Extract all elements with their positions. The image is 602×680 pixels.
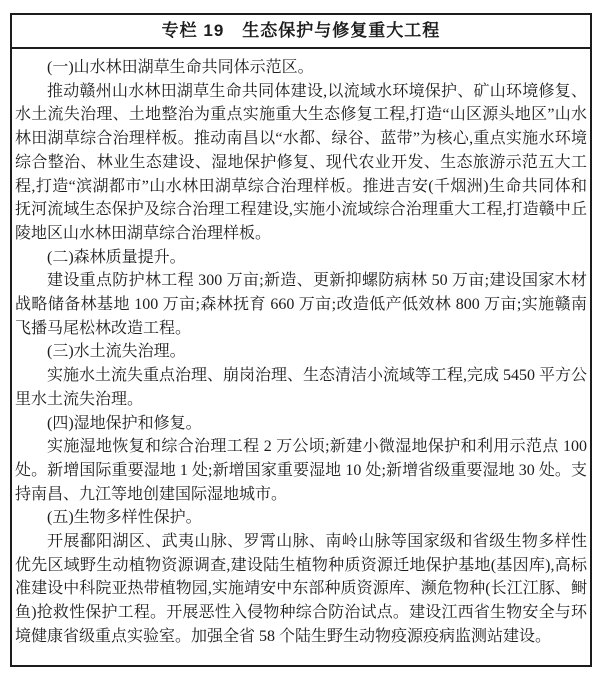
section-paragraph: 建设重点防护林工程 300 万亩;新造、更新抑螺防病林 50 万亩;建设国家木材战略储备林基地 100 万亩;森林抚育 660 万亩;改造低产低效林 800 万亩;实施赣南飞播马尾松林改造工程。	[15, 272, 587, 337]
section	[15, 246, 587, 341]
section-paragraph: 实施湿地恢复和综合治理工程 2 万公顷;新建小微湿地保护和利用示范点 100 处。新增国际重要湿地 1 处;新增国家重要湿地 10 处;新增省级重要湿地 30 处。支持南昌、九江等地创建国际湿地城市。	[15, 438, 587, 503]
column-box-body	[12, 49, 590, 649]
section	[15, 56, 587, 246]
section	[15, 506, 587, 648]
section-paragraph: 开展鄱阳湖区、武夷山脉、罗霄山脉、南岭山脉等国家级和省级生物多样性优先区域野生动植物资源调查,建设陆生植物种质资源迁地保护基地(基因库),高标准建设中科院亚热带植物园,实施靖安中东部种质资源库、濒危物种(长江江豚、鲥鱼)抢救性保护工程。开展恶性入侵物种综合防治试点。建设江西省生物安全与环境健康省级重点实验室。加强全省 58 个陆生野生动物疫源疫病监测站建设。	[15, 533, 587, 645]
section-heading: (四)湿地保护和修复。	[47, 414, 202, 432]
section-heading: (三)水土流失治理。	[47, 343, 186, 361]
section-heading: (一)山水林田湖草生命共同体示范区。	[47, 59, 314, 76]
section-heading: (二)森林质量提升。	[47, 248, 186, 266]
column-box-title: 专栏 19 生态保护与修复重大工程	[12, 15, 590, 49]
section-heading: (五)生物多样性保护。	[47, 509, 202, 527]
section-paragraph: 推动赣州山水林田湖草生命共同体建设,以流域水环境保护、矿山环境修复、水土流失治理、土地整治为重点实施重大生态修复工程,打造“山区源头地区”山水林田湖草综合治理样板。推动南昌以“水都、绿谷、蓝带”为核心,重点实施水环境综合整治、林业生态建设、湿地保护修复、现代农业开发、生态旅游示范五大工程,打造“滨湖都市”山水林田湖草综合治理样板。推进吉安(千烟洲)生命共同体和抚河流域生态保护及综合治理工程建设,实施小流域综合治理重大工程,打造赣中丘陵地区山水林田湖草综合治理样板。	[15, 82, 587, 242]
section-paragraph: 实施水土流失重点治理、崩岗治理、生态清洁小流域等工程,完成 5450 平方公里水土流失治理。	[15, 367, 588, 408]
section	[15, 340, 587, 411]
column-box	[10, 13, 592, 667]
section	[15, 412, 587, 507]
